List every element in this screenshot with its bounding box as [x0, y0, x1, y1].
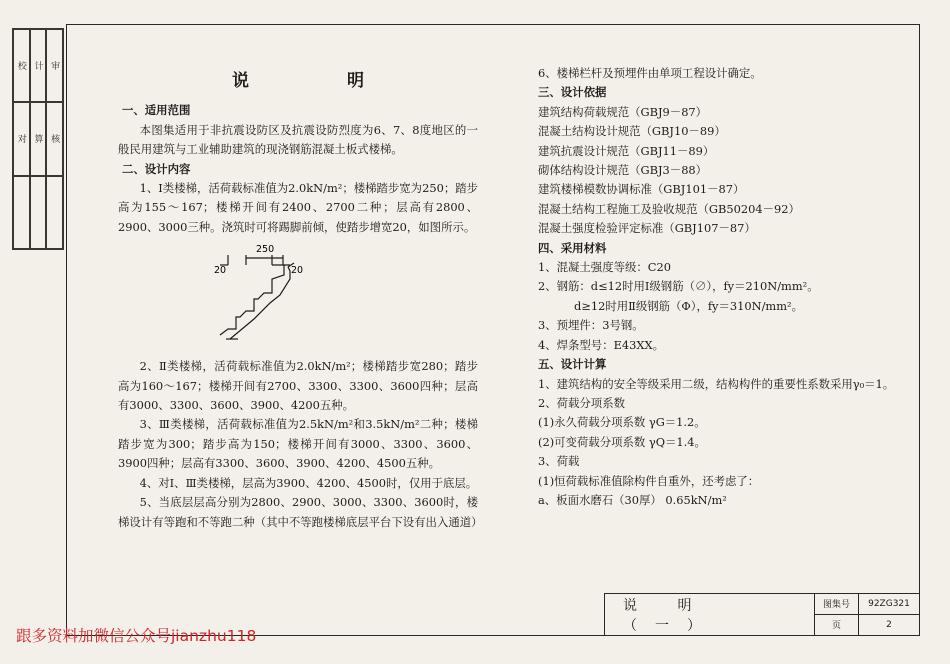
calc-item-3: 3、荷载	[538, 454, 580, 469]
calc-item-3b: a、板面水磨石（30厚） 0.65kN/m²	[538, 492, 727, 507]
watermark-text: 跟多资料加微信公众号jianzhu118	[16, 627, 257, 645]
standard-item: 混凝土强度检验评定标准（GBJ107－87）	[538, 221, 756, 236]
section-heading-materials: 四、采用材料	[538, 240, 607, 255]
stamp-cell: 计	[30, 29, 47, 102]
design-item-5: 5、当底层层高分别为2800、2900、3000、3300、3600时，楼梯设计有等跑和不等跑二种（其中不等跑楼梯底层平台下设有出入通道）	[118, 495, 483, 529]
material-item: d≥12时用Ⅱ级钢筋（Φ），fy＝310N/mm²。	[574, 298, 803, 313]
scope-text: 本图集适用于非抗震设防区及抗震设防烈度为6、7、8度地区的一般民用建筑与工业辅助建筑的现浇钢筋混凝土板式楼梯。	[118, 122, 478, 157]
material-item: 4、焊条型号：E43XX。	[538, 337, 665, 352]
design-item-4: 4、对Ⅰ、Ⅲ类楼梯，层高为3900、4200、4500时，仅用于底层。	[139, 475, 478, 490]
page-number: 2	[886, 619, 892, 630]
stamp-cell: 算	[30, 102, 47, 175]
material-item: 2、钢筋：d≤12时用Ⅰ级钢筋（∅），fy＝210N/mm²。	[538, 279, 819, 294]
calc-item-2b: (2)可变荷载分项系数 γQ＝1.4。	[538, 434, 706, 449]
stair-step-diagram	[210, 241, 478, 351]
design-item-6: 6、楼梯栏杆及预埋件由单项工程设计确定。	[538, 66, 762, 80]
right-column	[538, 64, 896, 510]
title-block	[604, 593, 919, 635]
design-item-2: 2、Ⅱ类楼梯，活荷载标准值为2.0kN/m²；楼梯踏步宽280；踏步高为160～167；楼梯开间有2700、3300、3300、3600四种；层高有3000、3300、3600、3900、4200五种。	[118, 359, 478, 413]
stamp-cell: 校	[13, 29, 30, 102]
material-item: 1、混凝土强度等级：C20	[538, 260, 671, 275]
atlas-number: 92ZG321	[859, 594, 919, 615]
calc-item-3a: (1)恒荷载标准值除构件自重外，还考虑了：	[538, 473, 760, 488]
calc-item-2a: (1)永久荷载分项系数 γG＝1.2。	[538, 415, 706, 430]
standard-item: 混凝土结构工程施工及验收规范（GB50204－92）	[538, 201, 800, 216]
section-heading-design: 二、设计内容	[122, 161, 191, 176]
design-item-1: 1、Ⅰ类楼梯，活荷载标准值为2.0kN/m²；楼梯踏步宽为250；踏步高为155～167；楼梯开间有2400、2700二种；层高有2800、2900、3000三种。浇筑时可将踢脚前倾，使踏步增宽20，如图所示。	[118, 181, 478, 234]
signature-stamp	[12, 28, 64, 250]
standard-item: 建筑楼梯模数协调标准（GBJ101－87）	[538, 182, 745, 197]
standard-item: 建筑结构荷载规范（GBJ9－87）	[538, 104, 708, 119]
calc-item-2: 2、荷载分项系数	[538, 395, 625, 410]
section-heading-scope: 一、适用范围	[122, 103, 191, 118]
material-item: 3、预埋件：3号钢。	[538, 318, 644, 333]
standard-item: 建筑抗震设计规范（GBJ11－89）	[538, 143, 715, 158]
page-label: 页	[815, 615, 859, 636]
signature	[46, 176, 63, 249]
title-block-title: 说 明 （一）	[605, 594, 815, 635]
section-heading-calc: 五、设计计算	[538, 357, 607, 372]
signature	[13, 176, 30, 249]
dim-250: 250	[256, 244, 275, 256]
standard-item: 砌体结构设计规范（GBJ3－88）	[538, 163, 708, 178]
standard-item: 混凝土结构设计规范（GBJ10－89）	[538, 124, 726, 139]
calc-item-1: 1、建筑结构的安全等级采用二级，结构构件的重要性系数采用γ₀＝1。	[538, 376, 895, 391]
atlas-label: 图集号	[815, 594, 859, 615]
section-heading-basis: 三、设计依据	[538, 85, 607, 100]
dim-20-right: 20	[291, 265, 304, 277]
dim-20-left: 20	[214, 265, 227, 277]
left-column	[118, 64, 483, 532]
title-block-info	[815, 594, 919, 635]
signature	[30, 176, 47, 249]
stamp-cell: 审	[46, 29, 63, 102]
stamp-cell: 对	[13, 102, 30, 175]
stamp-cell: 核	[46, 102, 63, 175]
page-title: 说 明	[232, 71, 410, 91]
design-item-3: 3、Ⅲ类楼梯，活荷载标准值为2.5kN/m²和3.5kN/m²二种；楼梯踏步宽为300；踏步高为150；楼梯开间有3000、3300、3600、3900四种；层高有3300、3600、3900、4200、4500五种。	[118, 417, 478, 471]
